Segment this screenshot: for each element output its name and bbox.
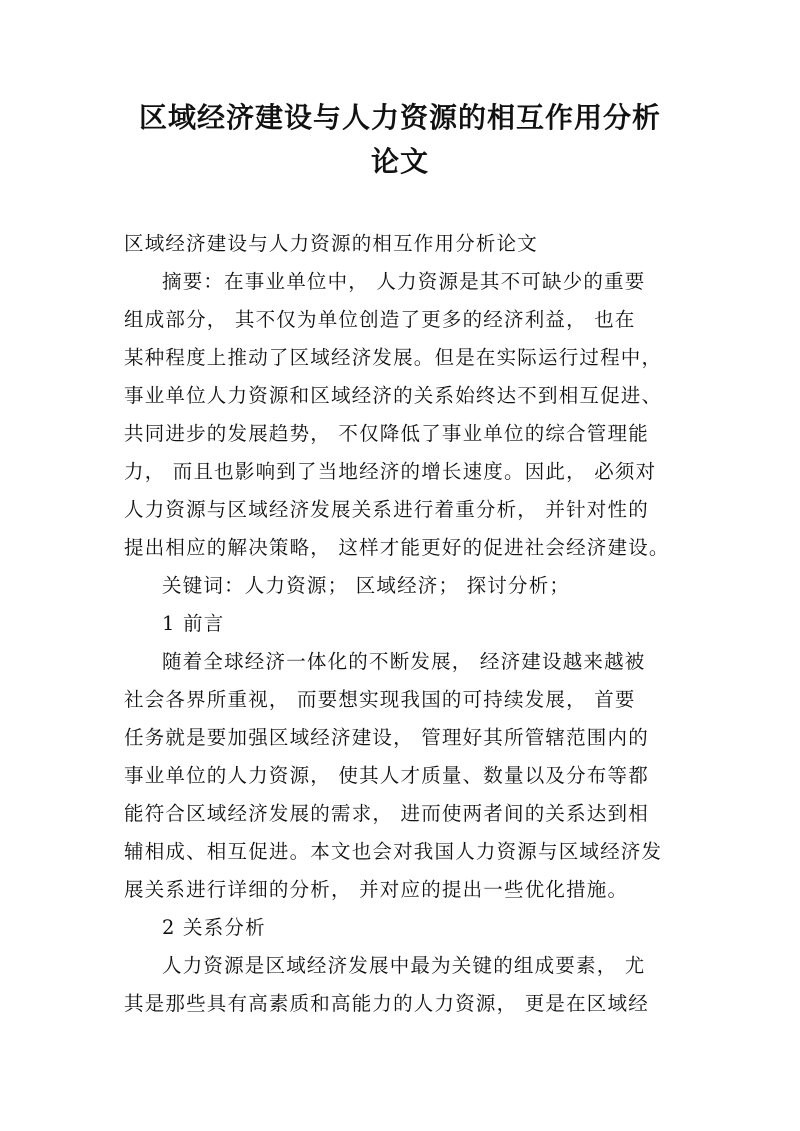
body-line: 辅相成、相互促进。本文也会对我国人力资源与区域经济发 — [124, 840, 663, 863]
section-heading-1: 1 前言 — [162, 612, 225, 635]
body-line: 随着全球经济一体化的不断发展， 经济建设越来越被 — [162, 650, 646, 673]
body-line: 其是那些具有高素质和高能力的人力资源， 更是在区域经 — [124, 992, 649, 1015]
section-heading-2: 2 关系分析 — [162, 916, 266, 939]
abstract-line: 某种程度上推动了区域经济发展。但是在实际运行过程中， — [124, 346, 663, 369]
title-line-1: 区域经济建设与人力资源的相互作用分析 — [138, 101, 661, 134]
document-title — [100, 96, 700, 184]
title-line-2: 论文 — [370, 145, 429, 178]
body-line: 社会各界所重视， 而要想实现我国的可持续发展， 首要 — [124, 688, 636, 711]
abstract-line: 摘要：在事业单位中， 人力资源是其不可缺少的重要 — [162, 270, 646, 293]
abstract-line: 力， 而且也影响到了当地经济的增长速度。因此， 必须对 — [124, 460, 657, 483]
subtitle-line: 区域经济建设与人力资源的相互作用分析论文 — [124, 232, 539, 255]
abstract-line: 人力资源与区域经济发展关系进行着重分析， 并针对性的 — [124, 498, 649, 521]
keywords-line: 关键词：人力资源； 区域经济； 探讨分析； — [162, 574, 571, 597]
body-line: 能符合区域经济发展的需求， 进而使两者间的关系达到相 — [124, 802, 649, 825]
body-line: 事业单位的人力资源， 使其人才质量、数量以及分布等都 — [124, 764, 649, 787]
body-line: 展关系进行详细的分析， 并对应的提出一些优化措施。 — [124, 878, 629, 901]
abstract-line: 组成部分， 其不仅为单位创造了更多的经济利益， 也在 — [124, 308, 636, 331]
abstract-line: 共同进步的发展趋势， 不仅降低了事业单位的综合管理能 — [124, 422, 649, 445]
abstract-line: 提出相应的解决策略， 这样才能更好的促进社会经济建设。 — [124, 536, 670, 559]
body-line: 人力资源是区域经济发展中最为关键的组成要素， 尤 — [162, 954, 646, 977]
abstract-line: 事业单位人力资源和区域经济的关系始终达不到相互促进、 — [124, 384, 663, 407]
body-line: 任务就是要加强区域经济建设， 管理好其所管辖范围内的 — [124, 726, 649, 749]
